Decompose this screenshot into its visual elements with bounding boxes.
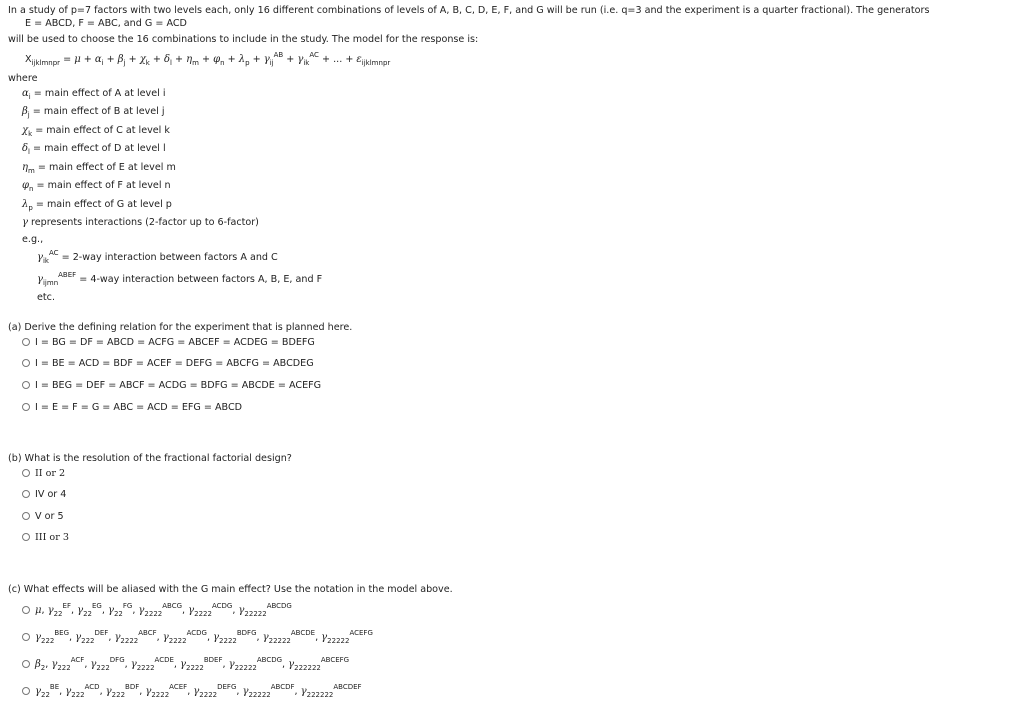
definition-chi: $\chi_k$ = main effect of C at level k	[22, 125, 170, 138]
radio-button[interactable]	[22, 359, 30, 367]
gamma-term: $\gamma_{222}^{DEF}$	[75, 629, 109, 645]
definition-alpha: $\alpha_i$ = main effect of A at level i	[22, 88, 166, 101]
gamma-term: $\gamma_{2222}^{ACDE}$	[130, 656, 174, 672]
gamma-term: $\gamma_{22}^{FG}$	[107, 602, 133, 618]
gamma-term: $\gamma_{222222}^{ABCEFG}$	[288, 656, 350, 672]
radio-button[interactable]	[22, 403, 30, 411]
example-ac: $\gamma_{ik}^{AC} = 2-way$ interaction between factors A and C	[37, 249, 278, 265]
intro-line-1: In a study of p=7 factors with two levels each, only 16 different combinations of levels of A, B, C, D, E, F, and G will be run (i.e. q=3 and the experiment is a quarter fractional). The generators	[8, 5, 930, 16]
qa-option-4[interactable]: I = E = F = G = ABC = ACD = EFG = ABCD	[22, 401, 242, 414]
qc-option-4[interactable]: $\gamma_{22}^{BE}$, $\gamma_{222}^{ACD}$, $\gamma_{222}^{BDF}$, $\gamma_{2222}^{ACEF}$, $\gamma_{2222}^{DEFG}$, $\gamma_{22222}^{ABCDF}$, $\gamma_{222222}^{ABCDEF}$	[22, 683, 362, 701]
question-a: (a) Derive the defining relation for the experiment that is planned here.	[8, 322, 353, 333]
gamma-term: $\gamma_{22222}^{ACEFG}$	[321, 629, 373, 645]
definition-eta: $\eta_m$ = main effect of E at level m	[22, 162, 176, 175]
qb-option-3[interactable]: V or 5	[22, 510, 64, 523]
gamma-term: $\gamma_{2222}^{ABCG}$	[138, 602, 183, 618]
lead-term: μ	[35, 605, 42, 616]
gamma-term: $\gamma_{22222}^{ABCDG}$	[238, 602, 292, 618]
gamma-term: $\gamma_{222}^{BEG}$	[35, 629, 70, 645]
gamma-note: γ represents interactions (2-factor up to 6-factor)	[22, 217, 259, 228]
lead-term: β	[35, 659, 41, 670]
radio-button[interactable]	[22, 469, 30, 477]
gamma-term: $\gamma_{2222}^{ACEF}$	[145, 683, 188, 699]
qa-option-2[interactable]: I = BE = ACD = BDF = ACEF = DEFG = ABCFG = ABCDEG	[22, 357, 314, 370]
radio-button[interactable]	[22, 490, 30, 498]
definition-lambda: $\lambda_p$ = main effect of G at level p	[22, 199, 172, 212]
radio-button[interactable]	[22, 633, 30, 641]
gamma-term: $\gamma_{222}^{BDF}$	[105, 683, 140, 699]
question-c: (c) What effects will be aliased with the G main effect? Use the notation in the model above.	[8, 584, 453, 595]
qa-option-1[interactable]: I = BG = DF = ABCD = ACFG = ABCEF = ACDEG = BDEFG	[22, 336, 315, 349]
gamma-term: $\gamma_{2222}^{ABCF}$	[114, 629, 157, 645]
radio-button[interactable]	[22, 381, 30, 389]
radio-button[interactable]	[22, 512, 30, 520]
radio-button[interactable]	[22, 660, 30, 668]
gamma-term: $\gamma_{222}^{ACD}$	[65, 683, 100, 699]
gamma-term: $\gamma_{22222}^{ABCDG}$	[228, 656, 283, 672]
gamma-term: $\gamma_{22}^{EF}$	[47, 602, 71, 618]
gamma-term: $\gamma_{222}^{DFG}$	[90, 656, 125, 672]
qa-option-3[interactable]: I = BEG = DEF = ABCF = ACDG = BDFG = ABCDE = ACEFG	[22, 379, 321, 392]
radio-button[interactable]	[22, 687, 30, 695]
intro-line-3: will be used to choose the 16 combinations to include in the study. The model for the response is:	[8, 34, 479, 45]
radio-button[interactable]	[22, 533, 30, 541]
gamma-term: $\gamma_{2222}^{ACDG}$	[162, 629, 207, 645]
intro-generators: E = ABCD, F = ABC, and G = ACD	[25, 18, 187, 29]
eg-label: e.g.,	[22, 234, 44, 245]
gamma-term: $\gamma_{2222}^{BDEF}$	[180, 656, 223, 672]
gamma-term: $\gamma_{2222}^{ACDG}$	[188, 602, 233, 618]
definition-phi: $\varphi_n$ = main effect of F at level n	[22, 180, 171, 193]
gamma-term: $\gamma_{2222}^{BDFG}$	[213, 629, 257, 645]
gamma-term: $\gamma_{22222}^{ABCDE}$	[262, 629, 316, 645]
where-label: where	[8, 73, 38, 84]
qb-option-1[interactable]: II or 2	[22, 467, 65, 480]
gamma-term: $\gamma_{222222}^{ABCDEF}$	[300, 683, 362, 699]
definition-beta: $\beta_j$ = main effect of B at level j	[22, 106, 165, 119]
radio-button[interactable]	[22, 338, 30, 346]
qc-option-2[interactable]: $\gamma_{222}^{BEG}$, $\gamma_{222}^{DEF}$, $\gamma_{2222}^{ABCF}$, $\gamma_{2222}^{ACDG}$, $\gamma_{2222}^{BDFG}$, $\gamma_{22222}^{ABCDE}$, $\gamma_{22222}^{ACEFG}$	[22, 629, 373, 647]
gamma-term: $\gamma_{22}^{EG}$	[77, 602, 102, 618]
model-equation: $X_{ijklmnpr} = \mu + \alpha_i + \beta_j + \chi_k + \delta_l + \eta_m + \varphi_n + \lambda_p + \gamma_{ij}^{AB} + \gamma_{ik}^{AC}$ + ... + $\varepsilon_{ijklmnpr}$	[25, 51, 391, 67]
qb-option-4[interactable]: III or 3	[22, 531, 69, 544]
etc-label: etc.	[37, 292, 55, 303]
qc-option-1[interactable]: μ, $\gamma_{22}^{EF}$, $\gamma_{22}^{EG}$, $\gamma_{22}^{FG}$, $\gamma_{2222}^{ABCG}$, $\gamma_{2222}^{ACDG}$, $\gamma_{22222}^{ABCDG}$	[22, 602, 292, 620]
definition-delta: $\delta_l$ = main effect of D at level l	[22, 143, 166, 156]
gamma-term: $\gamma_{2222}^{DEFG}$	[193, 683, 237, 699]
example-abef: $\gamma_{ijmn}^{ABEF} = 4-way$ interaction between factors A, B, E, and F	[37, 271, 323, 287]
qc-option-3[interactable]: $\beta_2$, $\gamma_{222}^{ACF}$, $\gamma_{222}^{DFG}$, $\gamma_{2222}^{ACDE}$, $\gamma_{2222}^{BDEF}$, $\gamma_{22222}^{ABCDG}$, $\gamma_{222222}^{ABCEFG}$	[22, 656, 349, 674]
qb-option-2[interactable]: IV or 4	[22, 488, 66, 501]
radio-button[interactable]	[22, 606, 30, 614]
question-b: (b) What is the resolution of the fractional factorial design?	[8, 453, 292, 464]
response-var: $X_{ijklmnpr}$	[25, 54, 61, 67]
gamma-term: $\gamma_{22222}^{ABCDF}$	[242, 683, 295, 699]
gamma-term: $\gamma_{222}^{ACF}$	[51, 656, 85, 672]
gamma-term: $\gamma_{22}^{BE}$	[35, 683, 60, 699]
